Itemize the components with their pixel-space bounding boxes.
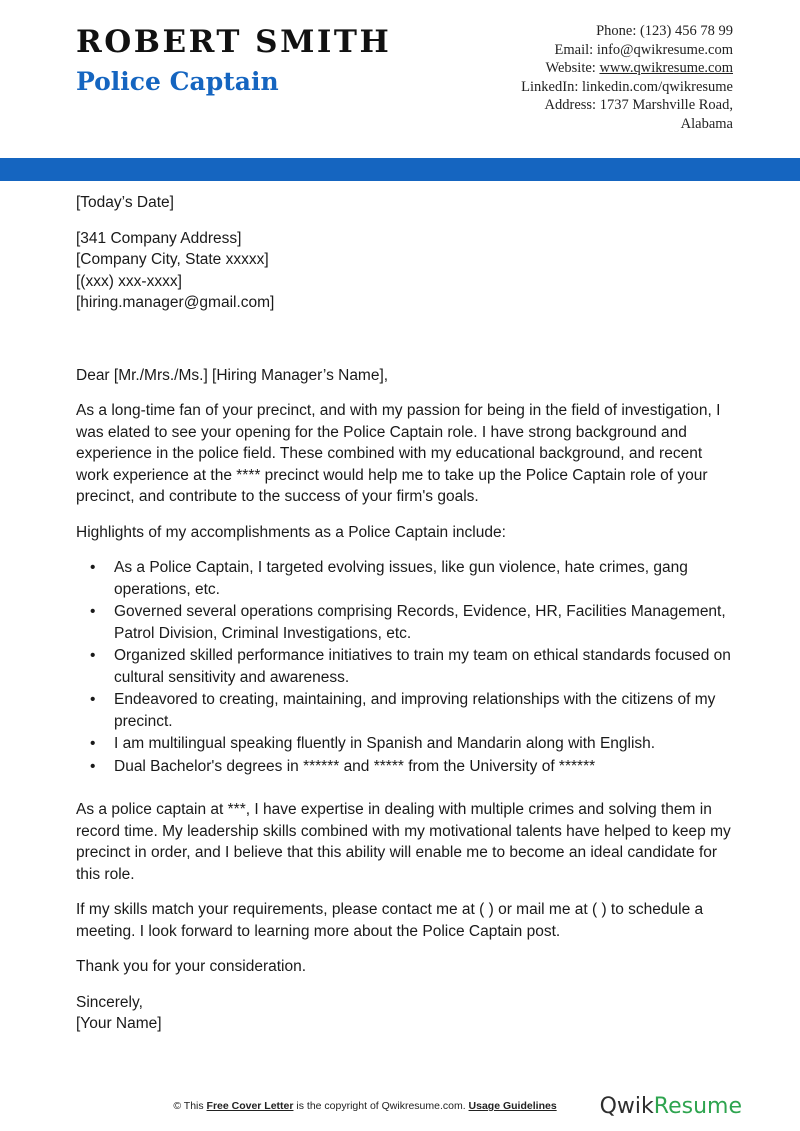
- bullet-icon: •: [90, 757, 96, 775]
- bullet-icon: •: [90, 559, 96, 576]
- usage-guidelines-link[interactable]: Usage Guidelines: [468, 1100, 557, 1112]
- recipient-email: [hiring.manager@gmail.com]: [76, 294, 275, 311]
- page-footer: [0, 1094, 800, 1124]
- recipient-address: [341 Company Address]: [76, 229, 242, 247]
- highlight-text: Endeavored to creating, maintaining, and improving relationships with the citizens of my precinct.: [114, 691, 716, 730]
- accent-band: [0, 158, 800, 181]
- qwikresume-logo: [600, 1094, 742, 1119]
- website-label: Website:: [545, 60, 600, 76]
- salutation: Dear [Mr./Mrs./Ms.] [Hiring Manager’s Name],: [76, 366, 389, 384]
- contact-email: Email: info@qwikresume.com: [554, 41, 733, 58]
- copyright-middle: is the copyright of Qwikresume.com.: [293, 1100, 469, 1112]
- bullet-icon: •: [90, 647, 96, 664]
- recipient-city: [Company City, State xxxxx]: [76, 251, 269, 268]
- highlights-intro: Highlights of my accomplishments as a Police Captain include:: [76, 523, 506, 541]
- free-cover-letter-link[interactable]: Free Cover Letter: [206, 1100, 294, 1112]
- list-item: [76, 601, 736, 644]
- spacer: [76, 336, 736, 365]
- contact-linkedin: LinkedIn: linkedin.com/qwikresume: [521, 78, 733, 95]
- logo-resume: Resume: [653, 1094, 742, 1119]
- contact-phone: Phone: (123) 456 78 99: [596, 23, 733, 39]
- copyright-prefix: © This: [173, 1100, 207, 1112]
- contact-address-line2: Alabama: [680, 115, 733, 132]
- signoff: Sincerely,: [76, 993, 143, 1011]
- contact-website: [433, 59, 733, 78]
- contact-block: [433, 22, 733, 133]
- thanks-line: Thank you for your consideration.: [76, 958, 307, 975]
- bullet-icon: •: [90, 735, 96, 752]
- signature-name: [Your Name]: [76, 1015, 162, 1032]
- list-item: [76, 645, 736, 688]
- website-link[interactable]: www.qwikresume.com: [599, 60, 733, 76]
- intro-paragraph: As a long-time fan of your precinct, and with my passion for being in the field of investigation, I was elated to see your opening for the Police Captain role. I have strong background and experience in the police field. These combined with my educational background, and recent work experience at the **** precinct would help me to take up the Police Captain role of your precinct, and contribute to the success of your firm's goals.: [76, 402, 721, 505]
- recipient-phone: [(xxx) xxx-xxxx]: [76, 272, 182, 290]
- expertise-paragraph: As a police captain at ***, I have expertise in dealing with multiple crimes and solving them in record time. My leadership skills combined with my motivational talents have helped to keep my precinct in order, and I believe that this ability will enable me to become an ideal candidate for this role.: [76, 801, 731, 883]
- list-item: [76, 689, 736, 732]
- highlights-list: [76, 557, 736, 777]
- job-title: Police Captain: [76, 67, 279, 96]
- bullet-icon: •: [90, 691, 96, 708]
- applicant-name: ROBERT SMITH: [76, 24, 392, 60]
- bullet-icon: •: [90, 603, 96, 620]
- highlight-text: Governed several operations comprising Records, Evidence, HR, Facilities Management, Patrol Division, Criminal Investigations, etc.: [114, 603, 726, 642]
- highlight-text: I am multilingual speaking fluently in Spanish and Mandarin along with English.: [114, 735, 656, 752]
- letter-date: [Today’s Date]: [76, 194, 174, 211]
- list-item: [76, 756, 736, 778]
- closing-request-paragraph: If my skills match your requirements, please contact me at ( ) or mail me at ( ) to schedule a meeting. I look forward to learning more about the Police Captain post.: [76, 901, 704, 940]
- resume-header: [0, 0, 800, 158]
- contact-address-line1: Address: 1737 Marshville Road,: [544, 97, 733, 113]
- recipient-block: [76, 228, 736, 314]
- list-item: [76, 557, 736, 600]
- highlight-text: As a Police Captain, I targeted evolving issues, like gun violence, hate crimes, gang operations, etc.: [114, 559, 688, 598]
- logo-qwik: Qwik: [599, 1094, 654, 1119]
- list-item: [76, 733, 736, 755]
- highlight-text: Organized skilled performance initiatives to train my team on ethical standards focused on cultural sensitivity and awareness.: [114, 647, 731, 686]
- highlight-text: Dual Bachelor's degrees in ****** and ***** from the University of ******: [114, 757, 596, 775]
- letter-body: [76, 192, 736, 1035]
